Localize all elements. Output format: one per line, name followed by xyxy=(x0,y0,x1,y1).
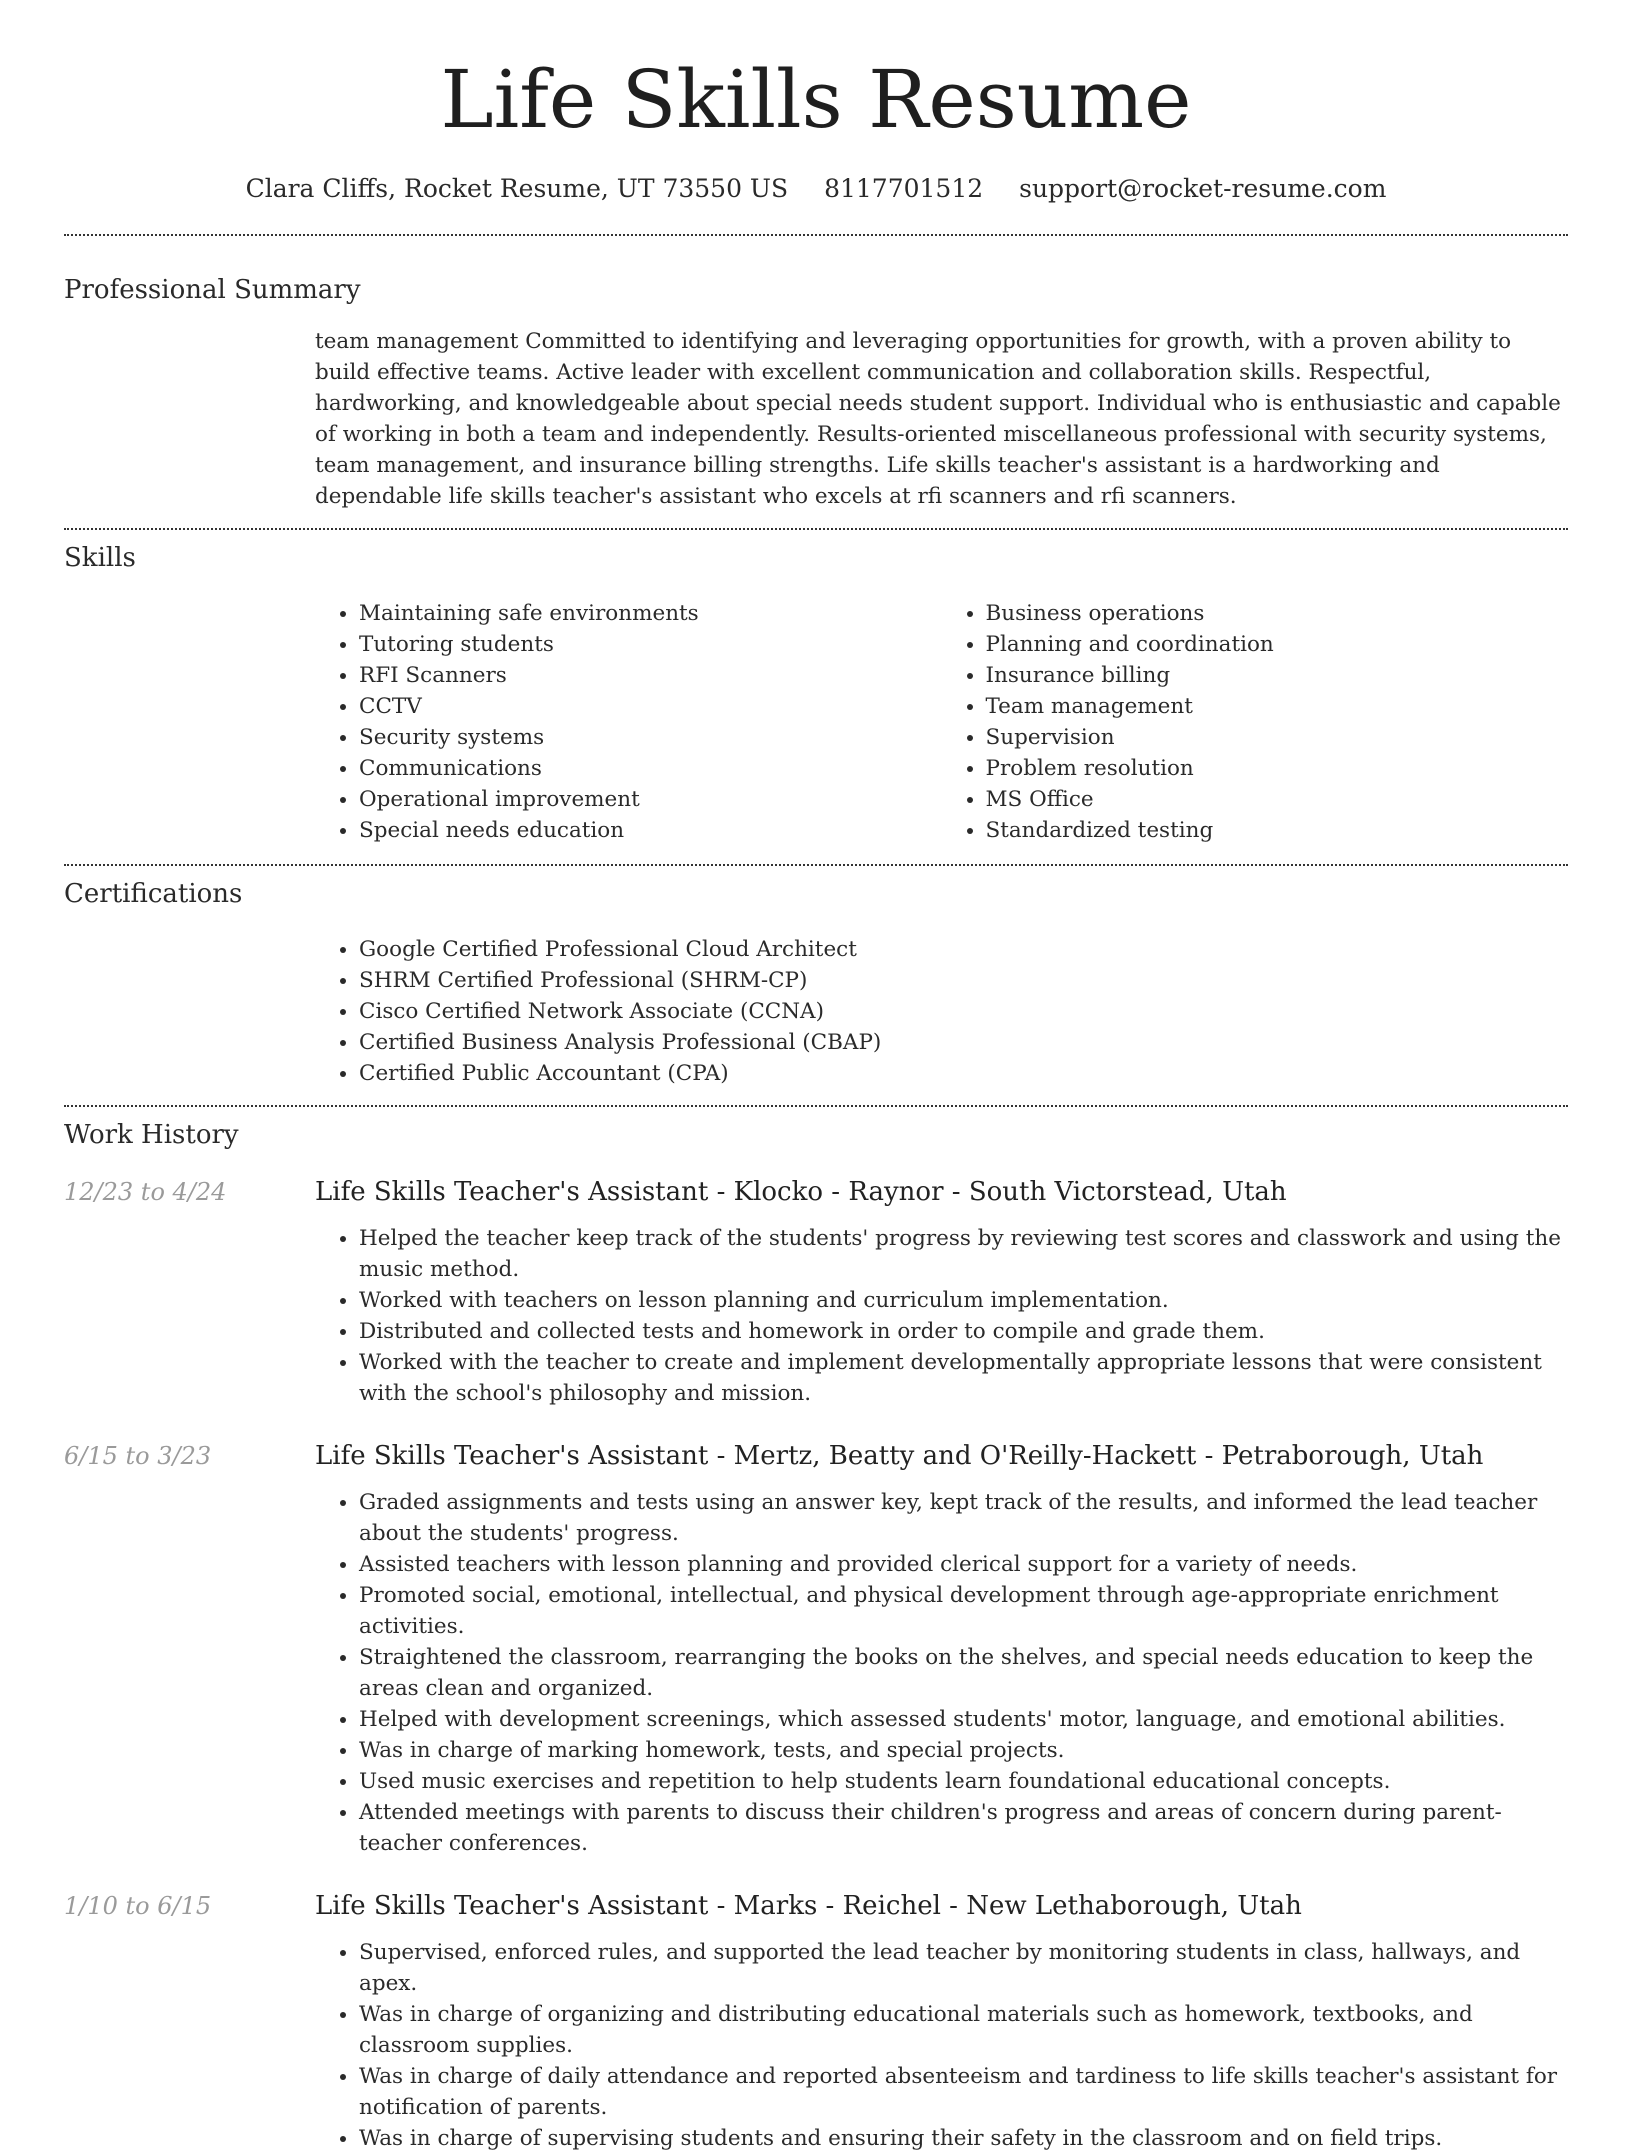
skills-list-left xyxy=(315,598,942,846)
list-item: • Communications xyxy=(359,753,942,784)
list-item: • Business operations xyxy=(986,598,1569,629)
list-item: • Straightened the classroom, rearranging the books on the shelves, and special needs education to keep the areas clean and organized. xyxy=(359,1642,1568,1704)
section-heading-skills: Skills xyxy=(64,543,136,573)
job-entry xyxy=(0,1889,1632,2154)
list-item: • Was in charge of organizing and distributing educational materials such as homework, textbooks, and classroom supplies. xyxy=(359,1999,1568,2061)
job-bullets xyxy=(315,1487,1568,1859)
list-item: • Graded assignments and tests using an answer key, kept track of the results, and informed the lead teacher about the students' progress. xyxy=(359,1487,1568,1549)
list-item: • Insurance billing xyxy=(986,660,1569,691)
list-item: • Team management xyxy=(986,691,1569,722)
list-item: • Tutoring students xyxy=(359,629,942,660)
list-item: • Supervision xyxy=(986,722,1569,753)
skills-grid xyxy=(315,598,1568,846)
list-item: • Was in charge of supervising students and ensuring their safety in the classroom and on field trips. xyxy=(359,2123,1568,2154)
job-entry xyxy=(0,1439,1632,1859)
list-item: • Maintaining safe environments xyxy=(359,598,942,629)
list-item: • Attended meetings with parents to discuss their children's progress and areas of concern during parent-teacher conferences. xyxy=(359,1797,1568,1859)
list-item: • Assisted teachers with lesson planning and provided clerical support for a variety of needs. xyxy=(359,1549,1568,1580)
list-item: • SHRM Certified Professional (SHRM-CP) xyxy=(359,965,1568,996)
job-title: Life Skills Teacher's Assistant - Marks - Reichel - New Lethaborough, Utah xyxy=(315,1891,1302,1921)
list-item: • Was in charge of daily attendance and reported absenteeism and tardiness to life skills teacher's assistant for notification of parents. xyxy=(359,2061,1568,2123)
list-item: • Standardized testing xyxy=(986,815,1569,846)
list-item: • Google Certified Professional Cloud Architect xyxy=(359,934,1568,965)
skills-section xyxy=(0,530,1632,574)
list-item: • Supervised, enforced rules, and supported the lead teacher by monitoring students in class, hallways, and apex. xyxy=(359,1937,1568,1999)
list-item: • Helped the teacher keep track of the students' progress by reviewing test scores and classwork and using the music method. xyxy=(359,1223,1568,1285)
summary-body xyxy=(0,306,1632,528)
skills-body xyxy=(0,574,1632,864)
job-title: Life Skills Teacher's Assistant - Mertz, Beatty and O'Reilly-Hackett - Petraborough, Utah xyxy=(315,1441,1484,1471)
list-item: • Promoted social, emotional, intellectual, and physical development through age-appropriate enrichment activities. xyxy=(359,1580,1568,1642)
list-item: • Distributed and collected tests and homework in order to compile and grade them. xyxy=(359,1316,1568,1347)
list-item: • Special needs education xyxy=(359,815,942,846)
certifications-list xyxy=(315,934,1568,1089)
list-item: • Worked with the teacher to create and implement developmentally appropriate lessons that were consistent with the school's philosophy and mission. xyxy=(359,1347,1568,1409)
work-section xyxy=(0,1107,1632,1151)
certifications-body xyxy=(0,910,1632,1105)
section-heading-summary: Professional Summary xyxy=(64,275,361,305)
resume-header xyxy=(0,0,1632,204)
list-item: • Certified Public Accountant (CPA) xyxy=(359,1058,1568,1089)
list-item: • MS Office xyxy=(986,784,1569,815)
job-dates: 6/15 to 3/23 xyxy=(64,1442,212,1470)
contact-email: support@rocket-resume.com xyxy=(1019,174,1387,203)
job-dates: 12/23 to 4/24 xyxy=(64,1178,227,1206)
skills-list-right xyxy=(942,598,1569,846)
list-item: • Operational improvement xyxy=(359,784,942,815)
list-item: • Cisco Certified Network Associate (CCNA) xyxy=(359,996,1568,1027)
list-item: • Used music exercises and repetition to help students learn foundational educational concepts. xyxy=(359,1766,1568,1797)
summary-text: team management Committed to identifying and leveraging opportunities for growth, with a proven ability to build effective teams. Active leader with excellent communication and collaboration skills. Respectful, hardworking, and knowledgeable about special needs student support. Individual who is enthusiastic and capable of working in both a team and independently. Results-oriented miscellaneous professional with security systems, team management, and insurance billing strengths. Life skills teacher's assistant is a hardworking and dependable life skills teacher's assistant who excels at rfi scanners and rfi scanners. xyxy=(315,329,1561,509)
job-bullets xyxy=(315,1223,1568,1409)
list-item: • Security systems xyxy=(359,722,942,753)
job-dates: 1/10 to 6/15 xyxy=(64,1892,212,1920)
job-title: Life Skills Teacher's Assistant - Klocko - Raynor - South Victorstead, Utah xyxy=(315,1177,1287,1207)
certifications-section xyxy=(0,866,1632,910)
list-item: • Was in charge of marking homework, tests, and special projects. xyxy=(359,1735,1568,1766)
summary-section xyxy=(0,236,1632,306)
list-item: • RFI Scanners xyxy=(359,660,942,691)
list-item: • Problem resolution xyxy=(986,753,1569,784)
job-entry xyxy=(0,1175,1632,1409)
section-heading-work: Work History xyxy=(64,1120,239,1150)
section-heading-certifications: Certifications xyxy=(64,879,243,909)
list-item: • Helped with development screenings, which assessed students' motor, language, and emotional abilities. xyxy=(359,1704,1568,1735)
page-title: Life Skills Resume xyxy=(440,53,1192,146)
job-bullets xyxy=(315,1937,1568,2154)
list-item: • CCTV xyxy=(359,691,942,722)
contact-address: Clara Cliffs, Rocket Resume, UT 73550 US xyxy=(245,174,789,203)
list-item: • Worked with teachers on lesson planning and curriculum implementation. xyxy=(359,1285,1568,1316)
list-item: • Planning and coordination xyxy=(986,629,1569,660)
contact-phone: 8117701512 xyxy=(824,174,984,203)
contact-line xyxy=(0,174,1632,204)
list-item: • Certified Business Analysis Professional (CBAP) xyxy=(359,1027,1568,1058)
